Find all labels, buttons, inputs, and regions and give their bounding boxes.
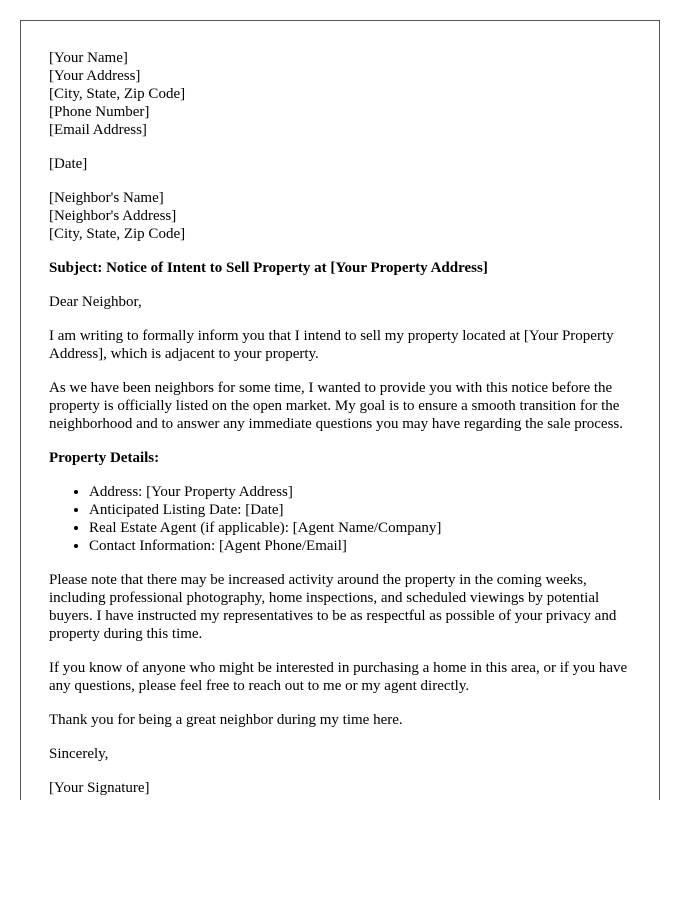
sender-phone: [Phone Number] bbox=[49, 104, 150, 120]
list-item: • Contact Information: [Agent Phone/Email] bbox=[89, 537, 639, 555]
paragraph-interest: If you know of anyone who might be interested in purchasing a home in this area, or if you have any questions, please feel free to reach out to me or my agent directly. bbox=[49, 660, 628, 694]
paragraph-notice: As we have been neighbors for some time, I wanted to provide you with this notice before the property is officially listed on the open market. My goal is to ensure a smooth transition for the neighborhood and to answer any immediate questions you may have regarding the sale process. bbox=[49, 380, 624, 432]
subject-line: Subject: Notice of Intent to Sell Property at [Your Property Address] bbox=[49, 260, 488, 276]
list-item: • Real Estate Agent (if applicable): [Agent Name/Company] bbox=[89, 519, 639, 537]
sender-address: [Your Address] bbox=[49, 68, 141, 84]
recipient-address: [Neighbor's Address] bbox=[49, 208, 177, 224]
recipient-city-state-zip: [City, State, Zip Code] bbox=[49, 226, 186, 242]
sender-email: [Email Address] bbox=[49, 122, 147, 138]
property-details-list bbox=[49, 483, 639, 555]
list-item: • Anticipated Listing Date: [Date] bbox=[89, 501, 639, 519]
paragraph-intro: I am writing to formally inform you that I intend to sell my property located at [Your Property Address], which is adjacent to your property. bbox=[49, 328, 614, 362]
letter-body bbox=[49, 49, 639, 800]
date-line: [Date] bbox=[49, 156, 88, 172]
sender-block bbox=[49, 49, 639, 139]
list-item: • Address: [Your Property Address] bbox=[89, 483, 639, 501]
details-heading: Property Details: bbox=[49, 450, 160, 466]
sender-city-state-zip: [City, State, Zip Code] bbox=[49, 86, 186, 102]
recipient-block bbox=[49, 189, 639, 243]
letter-page bbox=[20, 20, 660, 800]
paragraph-thanks: Thank you for being a great neighbor during my time here. bbox=[49, 712, 403, 728]
closing: Sincerely, bbox=[49, 746, 109, 762]
salutation: Dear Neighbor, bbox=[49, 294, 142, 310]
recipient-name: [Neighbor's Name] bbox=[49, 190, 164, 206]
paragraph-activity: Please note that there may be increased activity around the property in the coming weeks, including professional photography, home inspections, and scheduled viewings by potential buyers. I have instructed my representatives to be as respectful as possible of your privacy and property during this time. bbox=[49, 572, 617, 642]
signature-line: [Your Signature] bbox=[49, 780, 150, 796]
sender-name: [Your Name] bbox=[49, 50, 128, 66]
